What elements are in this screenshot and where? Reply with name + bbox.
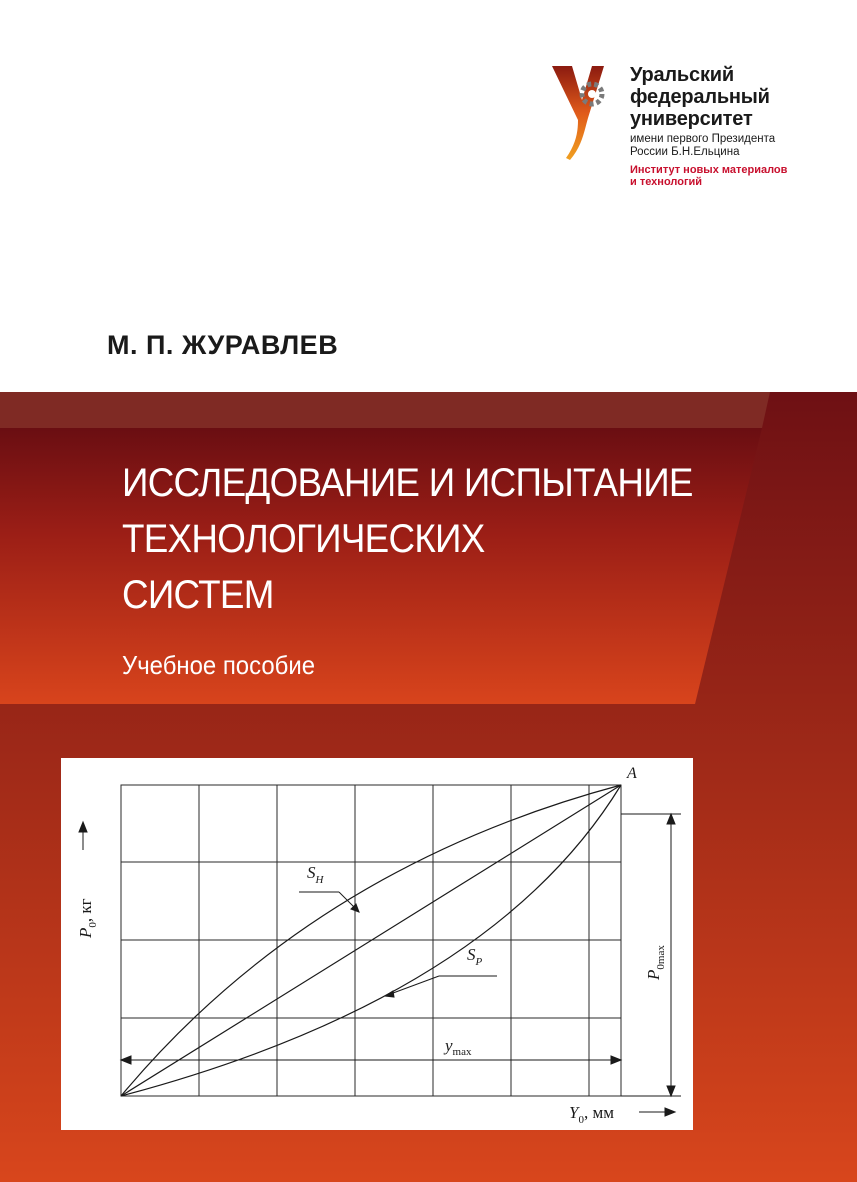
point-a-label: A bbox=[627, 765, 637, 782]
curve-lower-label: $S_P$ bbox=[467, 945, 483, 968]
y-axis-label: $P_0$, кг bbox=[76, 898, 99, 938]
university-logo bbox=[548, 60, 838, 200]
cover-top bbox=[0, 0, 857, 392]
cover-diagram bbox=[61, 758, 693, 1130]
x-axis-label: $Y_0$, мм bbox=[569, 1103, 614, 1126]
book-title: ИССЛЕДОВАНИЕ И ИСПЫТАНИЕ ТЕХНОЛОГИЧЕСКИХ СИСТЕМ bbox=[122, 461, 693, 617]
p0max-label: $P_{0max}$ bbox=[644, 945, 667, 980]
author-name: М. П. ЖУРАВЛЕВ bbox=[107, 330, 339, 360]
diagram-annotations bbox=[79, 814, 681, 1116]
university-subtitle: имени первого Президента России Б.Н.Ельцина bbox=[630, 133, 776, 158]
book-subtitle: Учебное пособие bbox=[122, 650, 316, 680]
curve-upper-label: $S_H$ bbox=[307, 863, 324, 886]
urfu-emblem-icon bbox=[548, 60, 618, 170]
ymax-label: $y_{max}$ bbox=[445, 1036, 472, 1058]
institute-name: Институт новых материалов и технологий bbox=[630, 164, 788, 188]
university-name: Уральский федеральный университет bbox=[630, 64, 770, 130]
